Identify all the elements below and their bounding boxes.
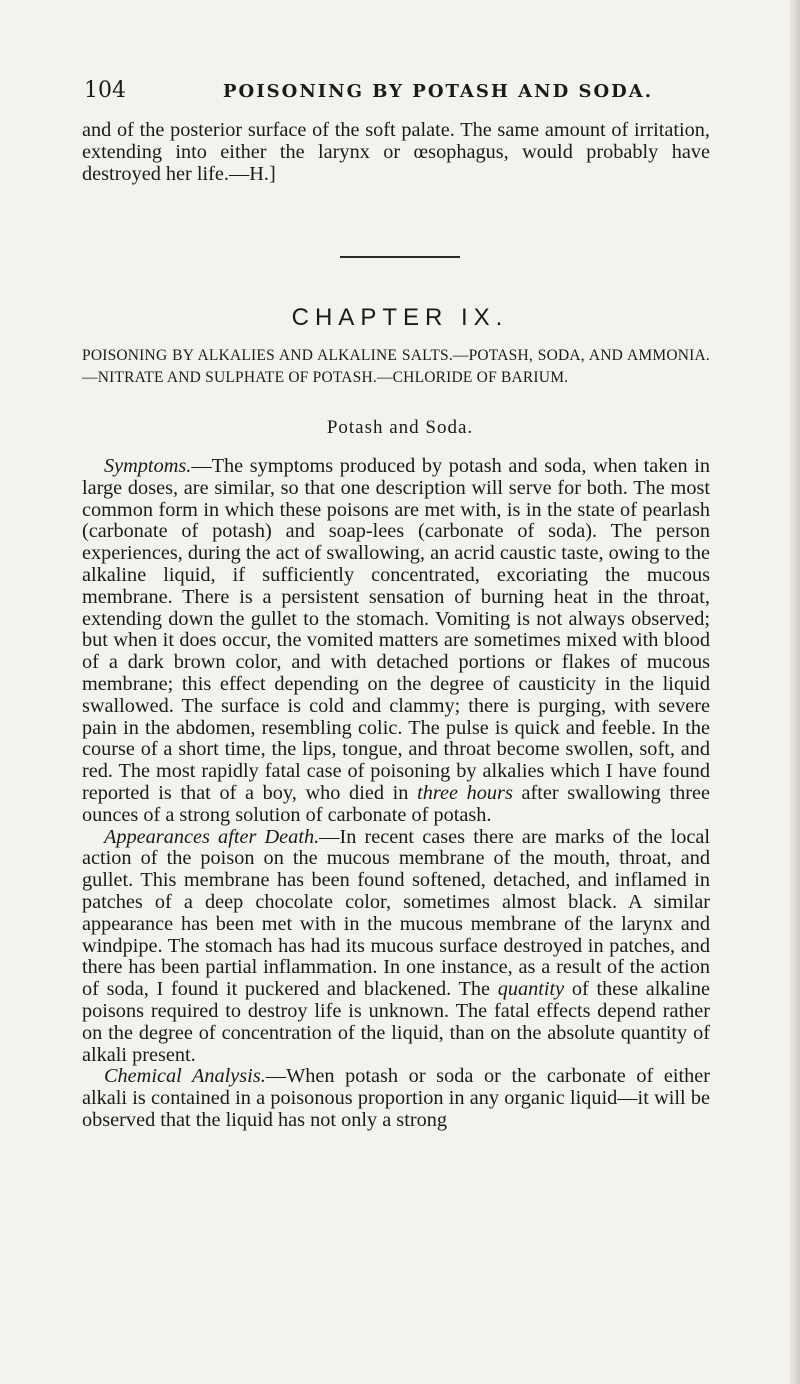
page-edge-shadow [790, 0, 800, 1384]
paragraph-appearances [82, 827, 710, 1067]
paragraph-text: —In recent cases there are marks of the local action of the poison on the mucous membrane of the mouth, throat, and gullet. This membrane has been found softened, detached, and inflamed in patches of a deep chocolate color, sometimes almost black. A similar appearance has been met with in the mucous membrane of the larynx and windpipe. The stomach has had its mucous surface destroyed in patches, and there has been partial inflammation. In one instance, as a result of the action of soda, I found it puckered and blackened. The [82, 825, 710, 1001]
section-heading: Potash and Soda. [326, 417, 474, 438]
page-header [84, 78, 704, 108]
paragraph-text: —When potash or soda or the carbonate of either alkali is contained in a poisonous proportion in any organic liquid—it will be observed that the liquid has not only a strong [82, 1065, 710, 1131]
running-head: POISONING BY POTASH AND SODA. [223, 81, 653, 102]
chapter-subtitle [82, 345, 710, 389]
paragraph-text-after: of these alkaline poisons required to destroy life is unknown. The fatal effects depend rather on the degree of concentration of the liquid, than on the absolute quantity of alkali present. [82, 978, 710, 1066]
paragraph-symptoms [82, 456, 710, 827]
paragraph-label: Appearances after Death. [104, 825, 320, 848]
paragraph-label: Symptoms. [104, 455, 192, 477]
chapter-title: CHAPTER IX. [291, 304, 509, 331]
paragraph-emphasis: quantity [497, 978, 565, 1001]
intro-paragraph: and of the posterior surface of the soft palate. The same amount of irritation, extending into either the larynx or œsophagus, would probably have destroyed her life.—H.] [82, 119, 710, 185]
intro-paragraph-block [82, 120, 710, 185]
paragraph-text: —The symptoms produced by potash and soda, when taken in large doses, are similar, so that one description will serve for both. The most common form in which these poisons are met with, is in the state of pearlash (carbonate of potash) and soap-lees (carbonate of soda). The person experiences, during the act of swallowing, an acrid caustic taste, owing to the alkaline liquid, if sufficiently concentrated, excoriating the mucous membrane. There is a persistent sensation of burning heat in the throat, extending down the gullet to the stomach. Vomiting is not always observed; but when it does occur, the vomited matters are sometimes mixed with blood of a dark brown color, and with detached portions or flakes of mucous membrane; this effect depending on the degree of causticity in the liquid swallowed. The surface is cold and clammy; there is purging, with severe pain in the abdomen, resembling colic. The pulse is quick and feeble. In the course of a short time, the lips, tongue, and throat become swollen, soft, and red. The most rapidly fatal case of poisoning by alkalies which I have found reported is that of a boy, who died in [82, 455, 710, 804]
chapter-subtitle-text: POISONING BY ALKALIES AND ALKALINE SALTS.—POTASH, SODA, AND AMMONIA.—NITRATE AND SULPHATE OF POTASH.—CHLORIDE OF BARIUM. [82, 347, 710, 386]
paragraph-text-after: after swallowing three ounces of a strong solution of carbonate of potash. [82, 781, 710, 826]
section-divider-rule [340, 256, 460, 258]
paragraph-chemical-analysis [82, 1066, 710, 1131]
paragraph-emphasis: three hours [417, 781, 513, 804]
page-number: 104 [84, 78, 126, 103]
paragraph-label: Chemical Analysis. [104, 1065, 266, 1088]
body-text [82, 456, 710, 1132]
